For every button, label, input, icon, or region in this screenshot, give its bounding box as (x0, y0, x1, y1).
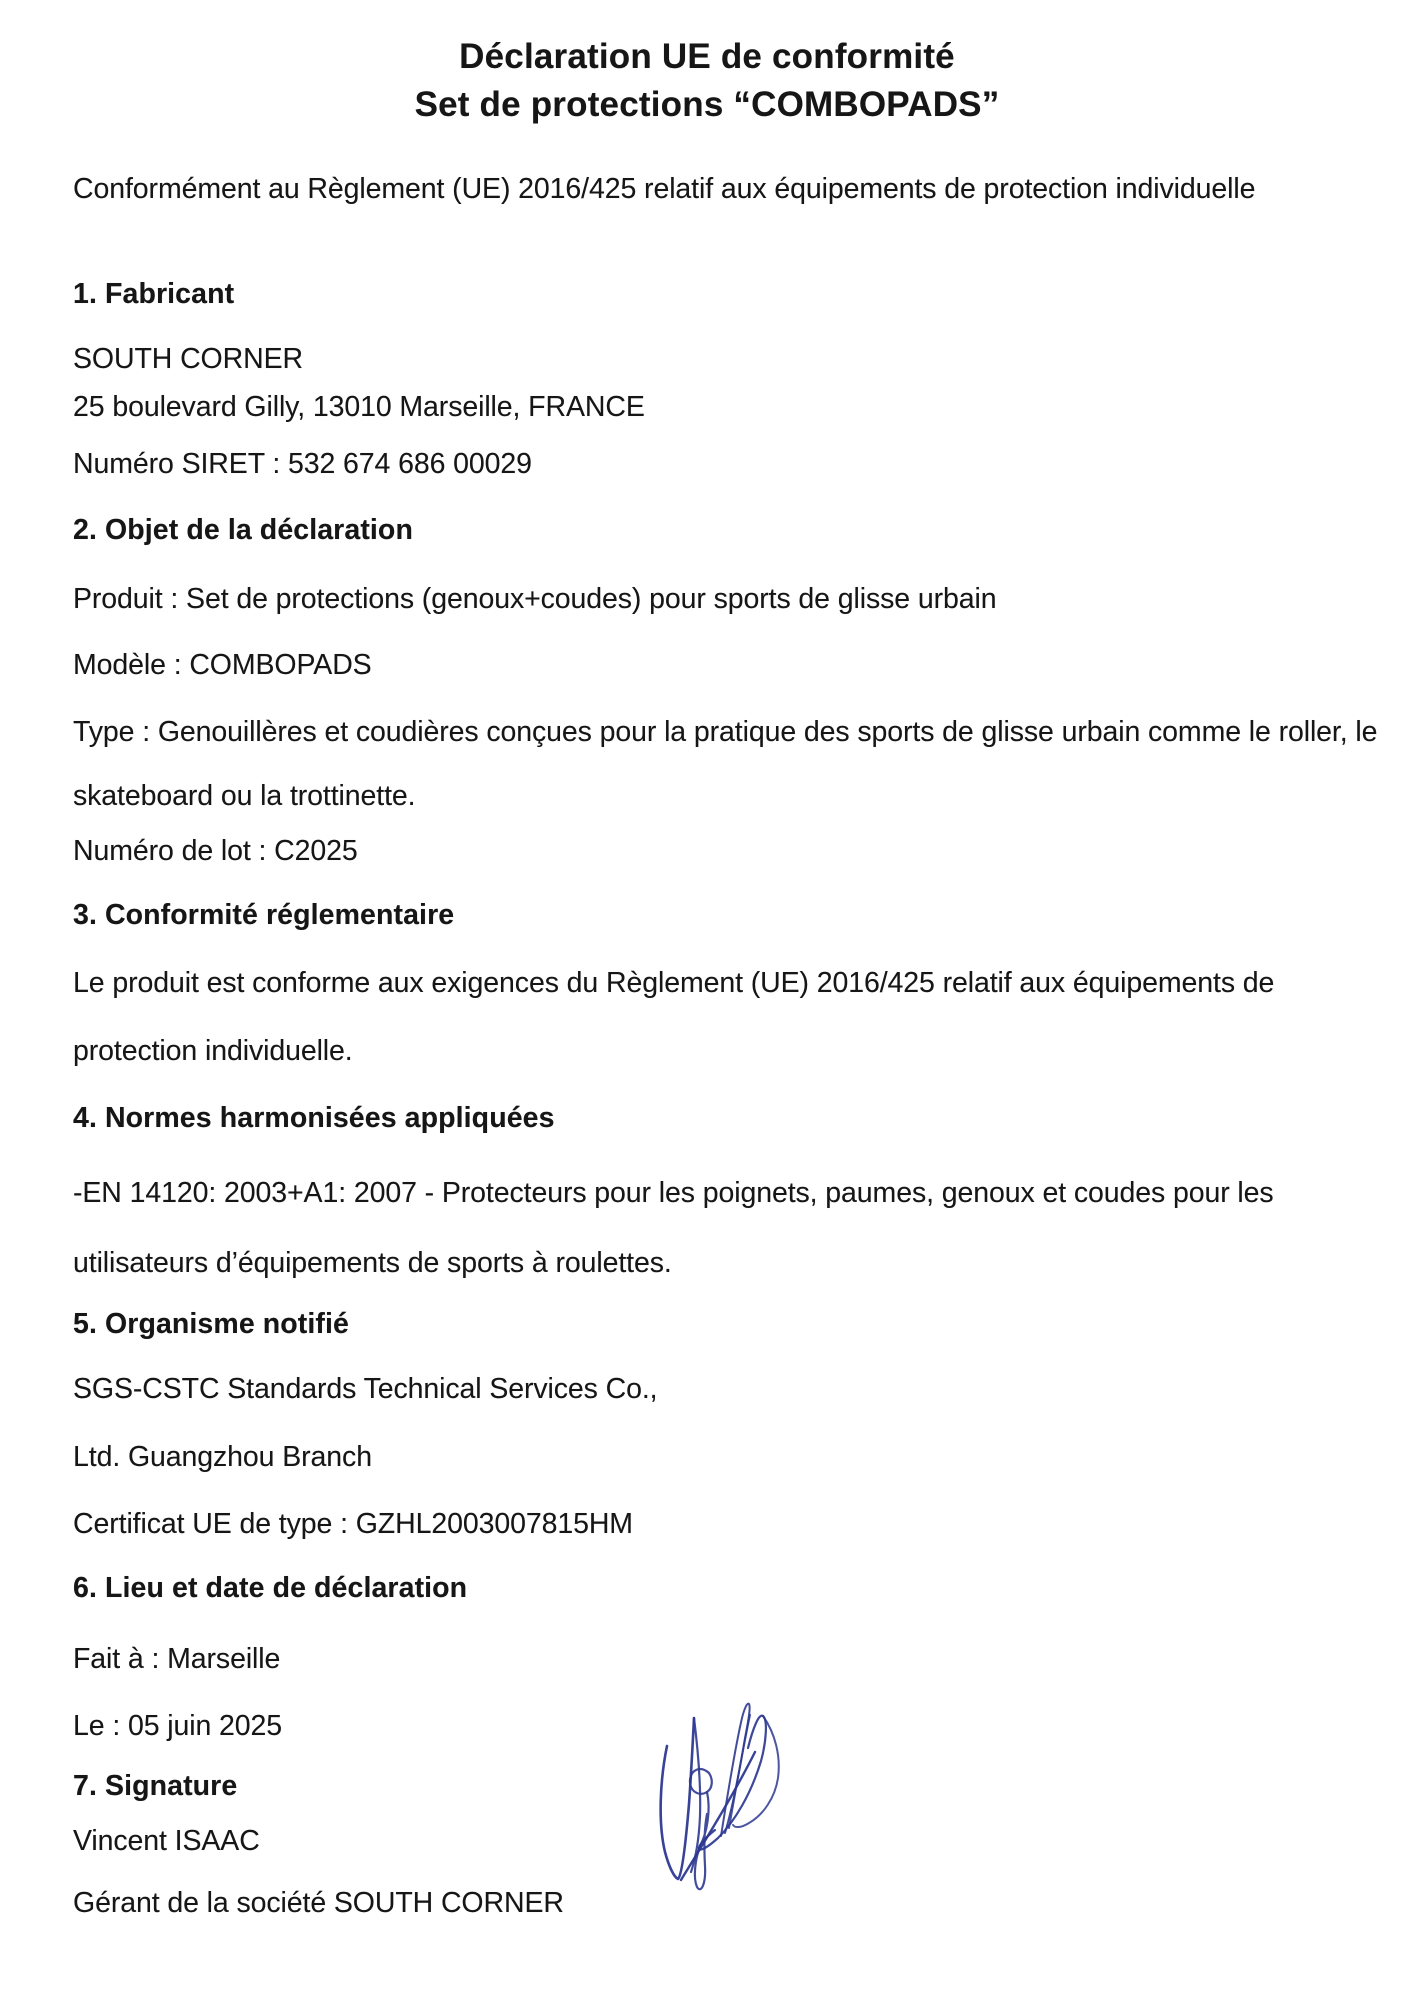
manufacturer-address: 25 boulevard Gilly, 13010 Marseille, FRANCE (73, 391, 645, 423)
signatory-title: Gérant de la société SOUTH CORNER (73, 1887, 564, 1919)
section-5-heading: 5. Organisme notifié (73, 1308, 349, 1340)
notified-body-line-2: Ltd. Guangzhou Branch (73, 1441, 372, 1473)
compliance-line-2: protection individuelle. (73, 1035, 353, 1067)
signature-image (645, 1688, 795, 1908)
section-6-heading: 6. Lieu et date de déclaration (73, 1572, 468, 1604)
section-7-heading: 7. Signature (73, 1770, 238, 1802)
date-line: Le : 05 juin 2025 (73, 1710, 283, 1742)
section-4-heading: 4. Normes harmonisées appliquées (73, 1102, 555, 1134)
signature-ink-icon (645, 1688, 795, 1908)
intro-statement: Conformément au Règlement (UE) 2016/425 relatif aux équipements de protection individuelle (73, 173, 1256, 205)
section-2-heading: 2. Objet de la déclaration (73, 514, 413, 546)
standards-line-1: -EN 14120: 2003+A1: 2007 - Protecteurs pour les poignets, paumes, genoux et coudes pour les (73, 1177, 1274, 1209)
certificate-line: Certificat UE de type : GZHL2003007815HM (73, 1508, 633, 1540)
place-line: Fait à : Marseille (73, 1643, 281, 1675)
model-line: Modèle : COMBOPADS (73, 649, 372, 681)
standards-line-2: utilisateurs d’équipements de sports à roulettes. (73, 1247, 672, 1279)
lot-number-line: Numéro de lot : C2025 (73, 835, 358, 867)
section-1-heading: 1. Fabricant (73, 278, 235, 310)
notified-body-line-1: SGS-CSTC Standards Technical Services Co., (73, 1373, 658, 1405)
manufacturer-siret: Numéro SIRET : 532 674 686 00029 (73, 448, 532, 480)
compliance-line-1: Le produit est conforme aux exigences du Règlement (UE) 2016/425 relatif aux équipements de (73, 967, 1275, 999)
product-line: Produit : Set de protections (genoux+coudes) pour sports de glisse urbain (73, 583, 997, 615)
signatory-name: Vincent ISAAC (73, 1825, 260, 1857)
type-line-1: Type : Genouillères et coudières conçues pour la pratique des sports de glisse urbain comme le roller, le (73, 716, 1378, 748)
type-line-2: skateboard ou la trottinette. (73, 780, 416, 812)
doc-title-line1: Déclaration UE de conformité (459, 37, 955, 76)
section-3-heading: 3. Conformité réglementaire (73, 899, 455, 931)
manufacturer-name: SOUTH CORNER (73, 343, 303, 375)
doc-title-line2: Set de protections “COMBOPADS” (414, 85, 1000, 124)
